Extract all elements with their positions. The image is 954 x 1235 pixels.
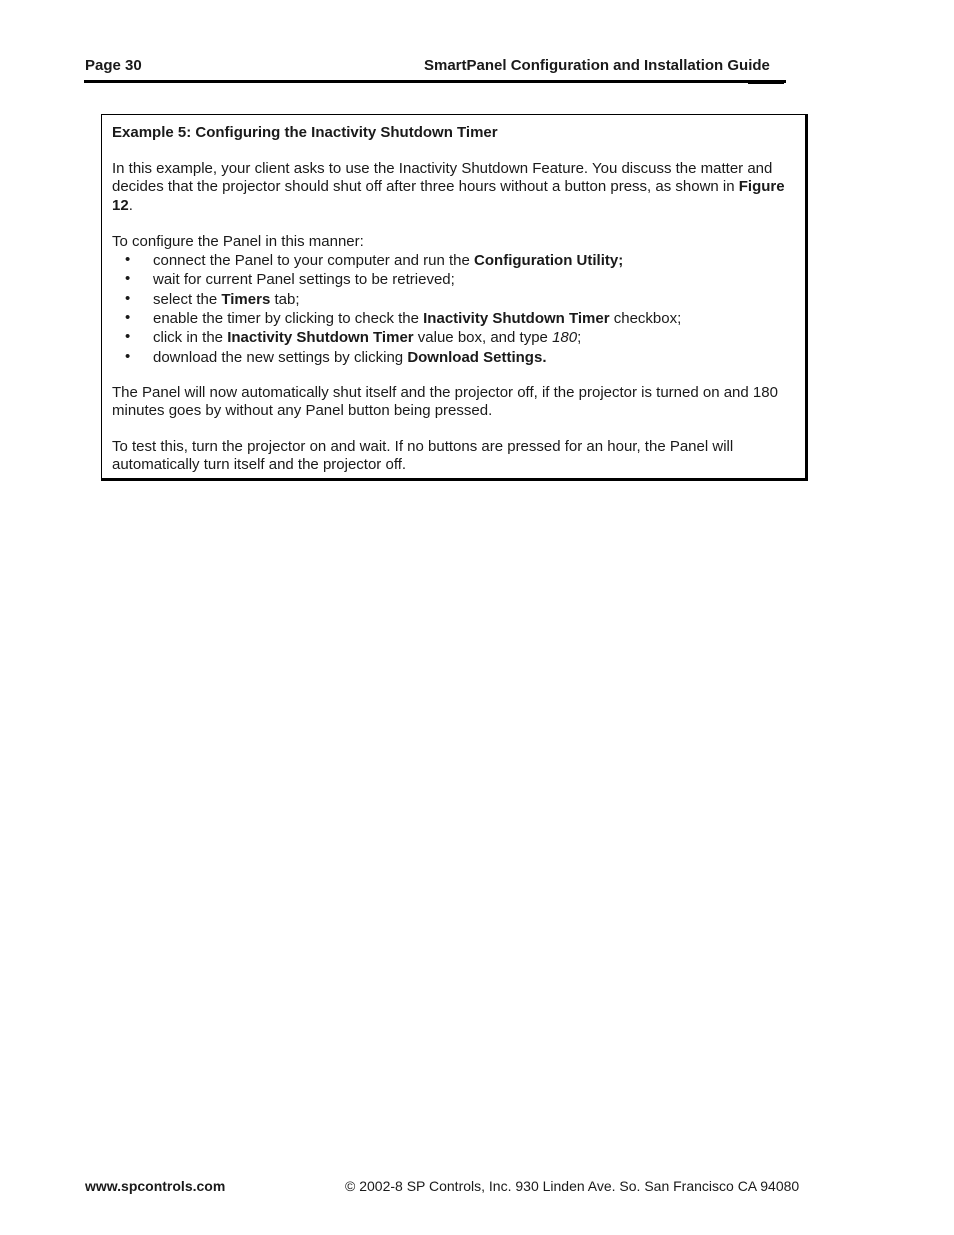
figure-reference: Figure 12	[112, 178, 785, 214]
example-box	[101, 114, 808, 481]
step-bold: Configuration Utility;	[474, 252, 624, 270]
steps-list	[112, 252, 795, 367]
bullet-icon: •	[125, 270, 131, 288]
step-text: download the new settings by clicking	[153, 348, 408, 366]
list-item	[112, 310, 795, 328]
step-bold: Download Settings.	[407, 348, 547, 366]
step-text: connect the Panel to your computer and run the	[153, 252, 475, 270]
step-italic-value: 180	[552, 329, 578, 347]
copyright-notice: © 2002-8 SP Controls, Inc. 930 Linden Ave. So. San Francisco CA 94080	[345, 1178, 800, 1194]
example-title: Example 5: Configuring the Inactivity Shutdown Timer	[112, 124, 498, 141]
list-item	[112, 252, 795, 270]
intro-end: .	[128, 196, 133, 214]
step-text-end: value box, and type	[413, 329, 553, 347]
step-bold: Inactivity Shutdown Timer	[423, 309, 610, 327]
website-link[interactable]: www.spcontrols.com	[85, 1178, 226, 1194]
page-number: Page 30	[85, 57, 142, 74]
header-rule	[84, 80, 786, 83]
list-item	[112, 271, 795, 289]
bullet-icon: •	[125, 308, 131, 326]
result-paragraph: The Panel will now automatically shut itself and the projector off, if the projector is turned on and 180 minutes goes by without any Panel button being pressed.	[112, 383, 778, 419]
intro-text: In this example, your client asks to use the Inactivity Shutdown Feature. You discuss the matter and decides that the projector should shut off after three hours without a button press, as shown in	[112, 160, 773, 196]
step-bold: Timers	[221, 290, 271, 308]
step-text-end: tab;	[270, 290, 300, 308]
intro-paragraph	[112, 160, 795, 215]
step-text-end: checkbox;	[609, 309, 682, 327]
bullet-icon: •	[125, 289, 131, 307]
list-item	[112, 349, 795, 367]
step-text: wait for current Panel settings to be retrieved;	[153, 271, 455, 289]
step-text-tail: ;	[577, 329, 582, 347]
test-paragraph: To test this, turn the projector on and wait. If no buttons are pressed for an hour, the Panel will automatically turn itself and the projector off.	[112, 438, 734, 474]
step-text: select the	[153, 290, 222, 308]
list-item	[112, 329, 795, 347]
bullet-icon: •	[125, 347, 131, 365]
header-rule-shadow	[748, 83, 784, 84]
bullet-icon: •	[125, 328, 131, 346]
bullet-icon: •	[125, 251, 131, 269]
steps-lead: To configure the Panel in this manner:	[112, 232, 364, 250]
step-text: enable the timer by clicking to check the	[153, 309, 424, 327]
document-title: SmartPanel Configuration and Installation Guide	[424, 57, 770, 74]
step-bold: Inactivity Shutdown Timer	[227, 329, 414, 347]
list-item	[112, 291, 795, 309]
step-text: click in the	[153, 329, 228, 347]
